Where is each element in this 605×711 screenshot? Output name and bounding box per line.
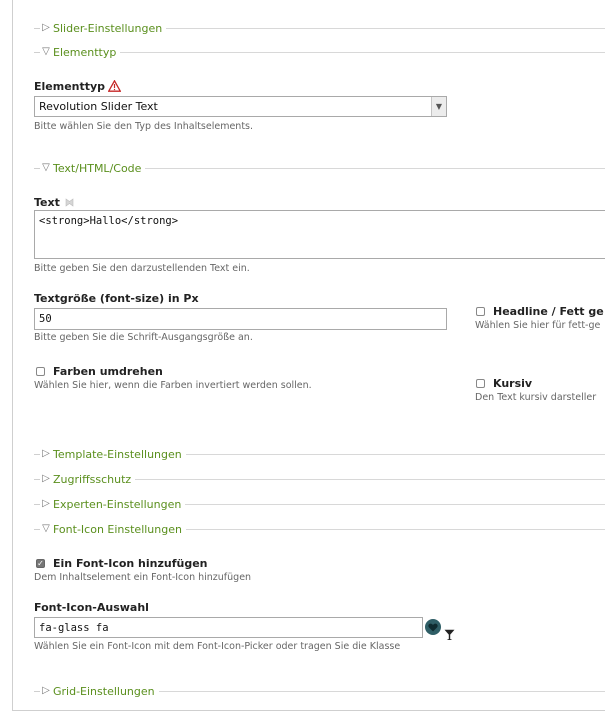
- headline-help: Wählen Sie hier für fett-ge: [475, 320, 601, 331]
- elementtyp-select-value: Revolution Slider Text: [39, 100, 158, 113]
- font-icon-input[interactable]: fa-glass fa: [34, 617, 423, 638]
- section-template-settings[interactable]: ▷ Template-Einstellungen: [34, 445, 605, 463]
- headline-label: Headline / Fett ge: [493, 305, 604, 318]
- text-textarea[interactable]: <strong>Hallo</strong>: [34, 210, 605, 259]
- add-font-icon-label: Ein Font-Icon hinzufügen: [53, 557, 208, 570]
- section-text-html-code[interactable]: ▽ Text/HTML/Code: [34, 159, 605, 177]
- triangle-right-icon: ▷: [42, 498, 50, 509]
- elementtyp-label-row: [34, 80, 121, 95]
- section-font-icon-settings[interactable]: ▽ Font-Icon Einstellungen: [34, 520, 605, 538]
- italic-label: Kursiv: [493, 377, 533, 390]
- invert-colors-checkbox[interactable]: [36, 367, 45, 376]
- italic-checkbox[interactable]: [476, 379, 485, 388]
- italic-help: Den Text kursiv darsteller: [475, 392, 597, 403]
- add-font-icon-checkbox[interactable]: ✓: [37, 559, 44, 568]
- triangle-right-icon: ▷: [42, 448, 50, 459]
- invert-colors-label: Farben umdrehen: [53, 365, 163, 378]
- chevron-down-icon[interactable]: ▼: [431, 97, 446, 116]
- section-elementtyp[interactable]: ▽ Elementtyp: [34, 43, 605, 61]
- elementtyp-help: Bitte wählen Sie den Typ des Inhaltselements.: [34, 121, 254, 132]
- elementtyp-label: Elementtyp: [34, 80, 106, 93]
- elementtyp-select[interactable]: [34, 96, 447, 117]
- add-font-icon-help: Dem Inhaltselement ein Font-Icon hinzufügen: [34, 572, 252, 583]
- glass-icon[interactable]: [444, 626, 455, 645]
- triangle-down-icon: ▽: [42, 46, 50, 57]
- text-label: Text: [34, 196, 60, 209]
- section-expert-settings[interactable]: ▷ Experten-Einstellungen: [34, 495, 605, 513]
- edit-icon[interactable]: [65, 197, 74, 210]
- triangle-right-icon: ▷: [42, 685, 50, 696]
- section-access-protection[interactable]: ▷ Zugriffsschutz: [34, 470, 605, 488]
- section-slider-settings[interactable]: ▷ Slider-Einstellungen: [34, 19, 605, 37]
- headline-checkbox[interactable]: [476, 307, 485, 316]
- text-help: Bitte geben Sie den darzustellenden Text ein.: [34, 263, 250, 274]
- heart-icon[interactable]: [425, 619, 441, 635]
- warning-icon: [108, 80, 121, 95]
- fontsize-help: Bitte geben Sie die Schrift-Ausgangsgröße an.: [34, 332, 253, 343]
- text-label-row: [34, 196, 74, 210]
- fontsize-label: Textgröße (font-size) in Px: [34, 292, 199, 305]
- fontsize-input[interactable]: 50: [34, 308, 447, 330]
- triangle-right-icon: ▷: [42, 473, 50, 484]
- font-icon-help: Wählen Sie ein Font-Icon mit dem Font-Icon-Picker oder tragen Sie die Klasse: [34, 641, 401, 652]
- invert-colors-help: Wählen Sie hier, wenn die Farben invertiert werden sollen.: [34, 380, 312, 391]
- triangle-down-icon: ▽: [42, 523, 50, 534]
- triangle-right-icon: ▷: [42, 22, 50, 33]
- fieldset-border-left: [12, 0, 13, 711]
- section-grid-settings[interactable]: ▷ Grid-Einstellungen: [34, 682, 605, 700]
- triangle-down-icon: ▽: [42, 162, 50, 173]
- font-icon-select-label: Font-Icon-Auswahl: [34, 601, 149, 614]
